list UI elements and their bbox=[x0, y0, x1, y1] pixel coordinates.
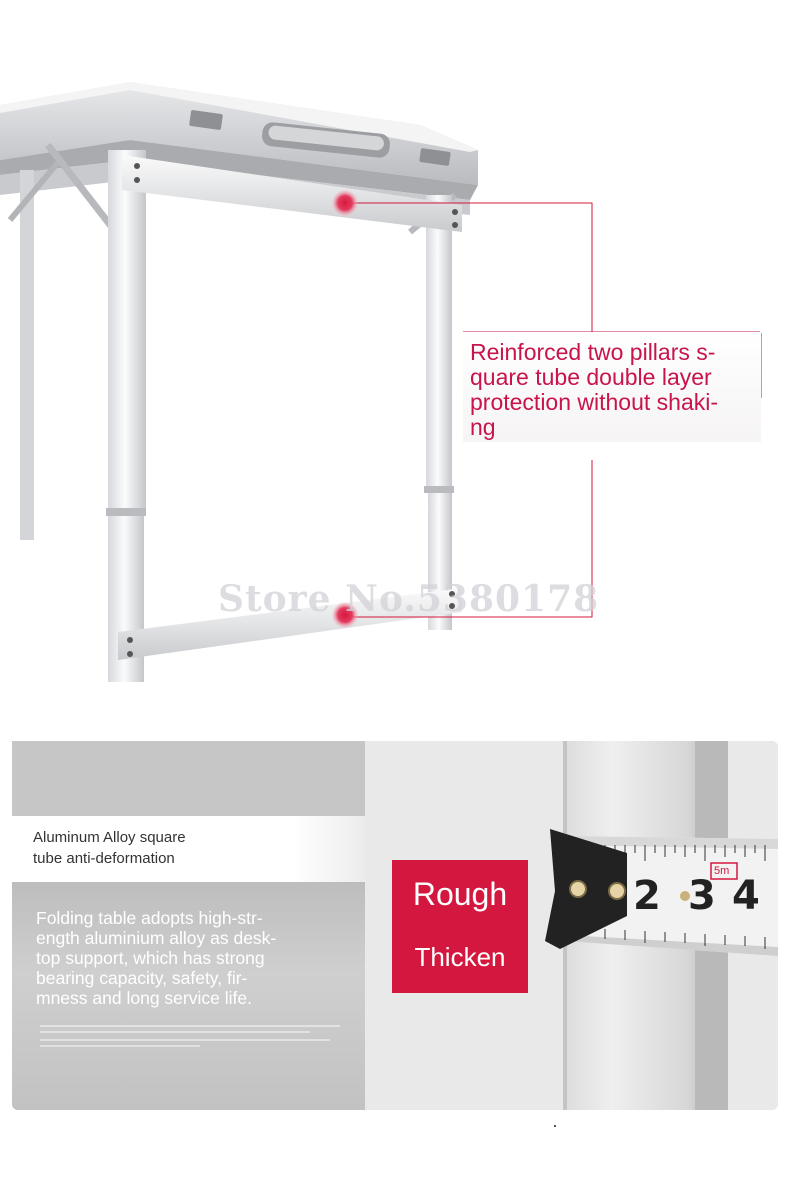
panel-top-band bbox=[12, 741, 365, 816]
fine-print-line bbox=[40, 1039, 330, 1041]
fine-print-line bbox=[40, 1025, 340, 1027]
tape-length-label: 5m bbox=[714, 865, 730, 877]
fine-print-line bbox=[40, 1045, 200, 1047]
badge-line-thicken: Thicken bbox=[414, 942, 506, 972]
tape-number: 4 bbox=[732, 873, 760, 919]
badge-line-rough: Rough bbox=[412, 876, 508, 912]
store-watermark: Store No.5380178 bbox=[218, 578, 600, 620]
tape-number: 2 bbox=[633, 873, 661, 919]
tape-number: 3 bbox=[688, 873, 716, 919]
stray-dot bbox=[554, 1125, 556, 1127]
callout-text: Reinforced two pillars s- quare tube double layer protection without shaki- ng bbox=[470, 339, 719, 440]
fine-print-line bbox=[40, 1031, 310, 1033]
feature-description: Folding table adopts high-str- ength aluminium alloy as desk- top support, which has strong bearing capacity, safety, fir- mness and long service life. bbox=[36, 908, 277, 1008]
feature-heading: Aluminum Alloy square tube anti-deformation bbox=[33, 829, 186, 867]
